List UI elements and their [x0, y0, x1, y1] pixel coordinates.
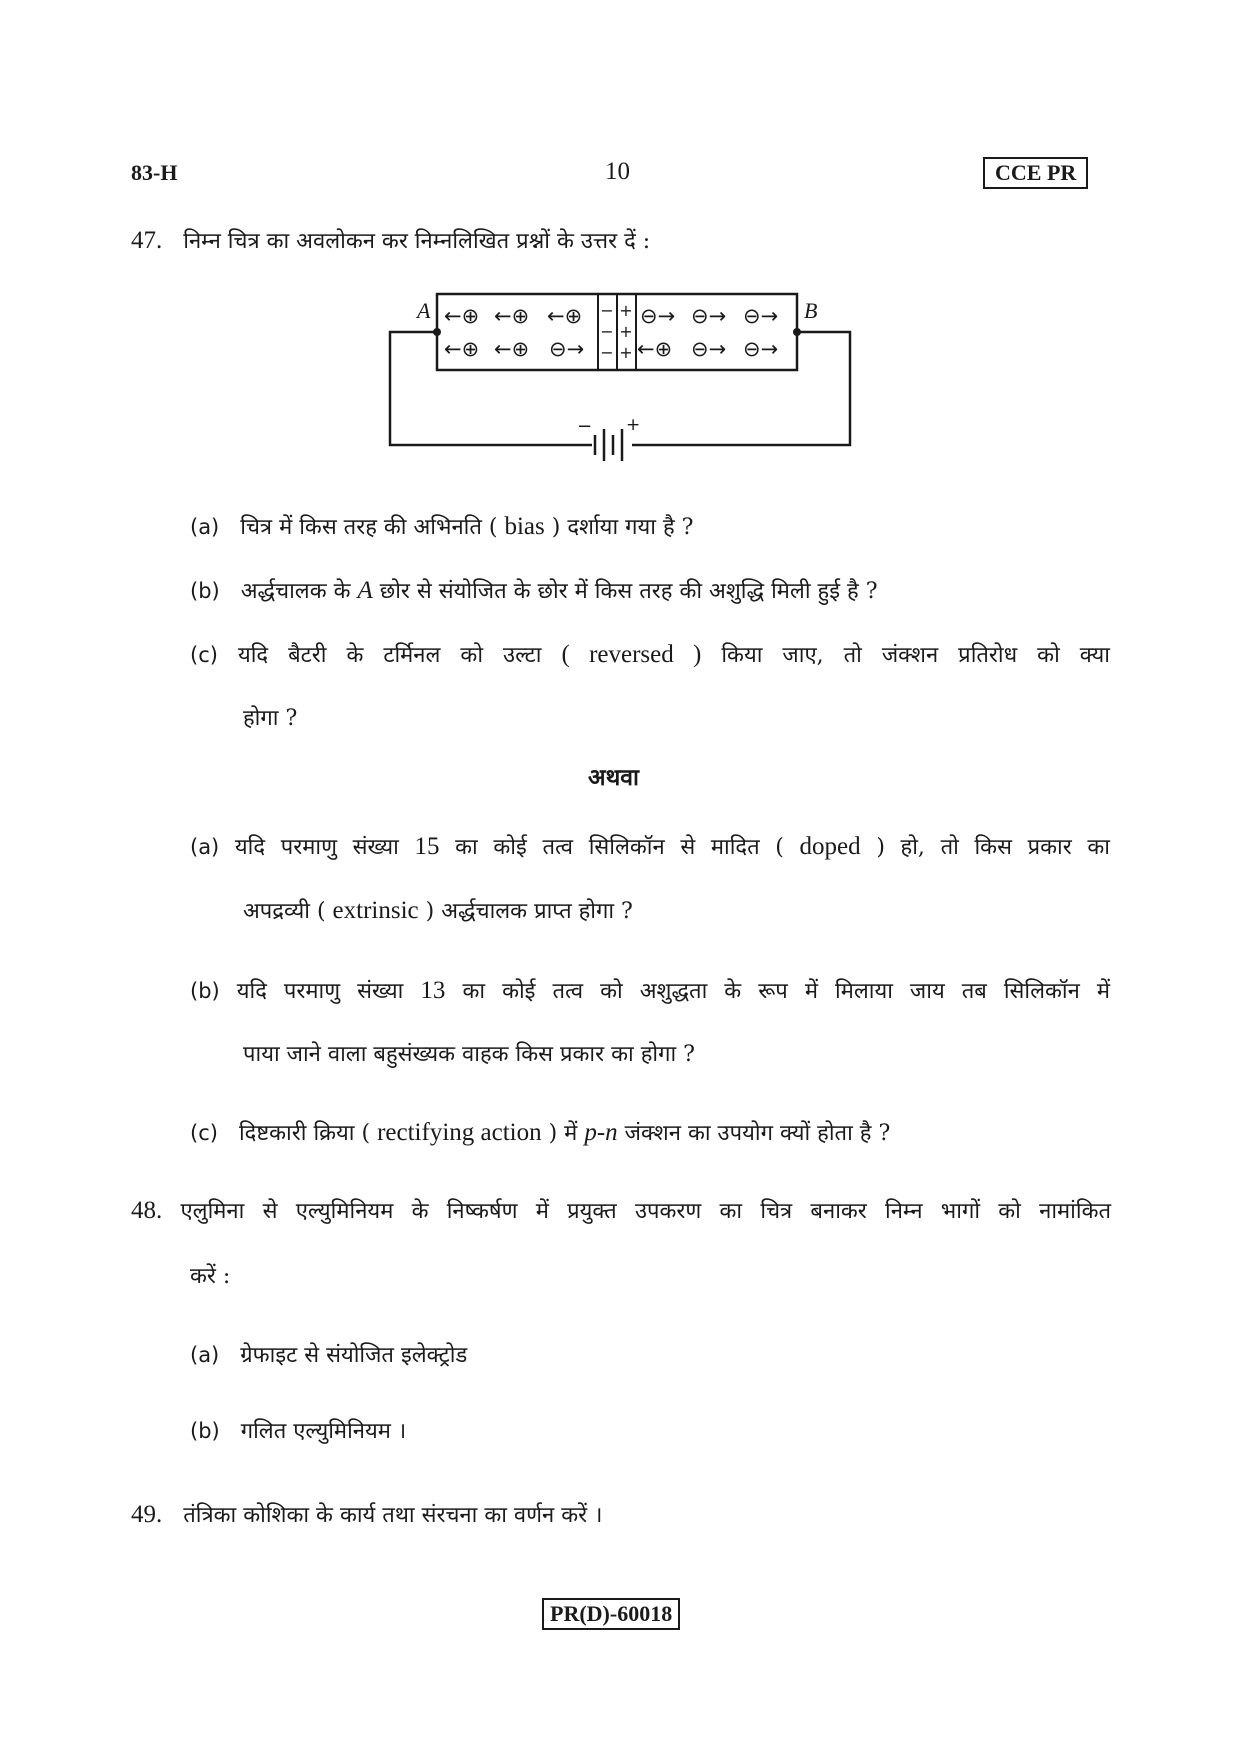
svg-text:←⊕: ←⊕	[494, 337, 530, 361]
svg-text:+: +	[619, 343, 633, 362]
svg-text:⊖→: ⊖→	[691, 304, 727, 328]
question-text: एलुमिना से एल्युमिनियम के निष्कर्षण में प्रयुक्त उपकरण का चित्र बनाकर निम्न भागों को नामांकित	[180, 1199, 1111, 1224]
svg-text:−: −	[600, 301, 614, 320]
question-text: निम्न चित्र का अवलोकन कर निम्नलिखित प्रश्नों के उत्तर दें :	[183, 229, 651, 254]
or-part-b-cont	[243, 1040, 695, 1070]
or-part-a	[190, 832, 1110, 863]
svg-text:←⊕: ←⊕	[494, 304, 530, 328]
part-label: (a)	[190, 835, 220, 859]
svg-text:−: −	[600, 343, 614, 362]
series-box: CCE PR	[983, 157, 1088, 189]
terminal-b-label: B	[804, 298, 818, 323]
text: पाया जाने वाला बहुसंख्यक वाहक किस प्रकार का होगा ?	[243, 1042, 695, 1067]
english-term: rectifying action	[377, 1119, 542, 1146]
english-term: ( reversed )	[561, 641, 702, 668]
question-48-cont	[190, 1262, 230, 1292]
or-part-c	[190, 1118, 890, 1149]
svg-text:⊖→: ⊖→	[640, 304, 676, 328]
text: गलित एल्युमिनियम ।	[240, 1419, 407, 1444]
text: छोर से संयोजित के छोर में किस तरह की अशुद्धि मिली हुई है ?	[379, 579, 878, 604]
text: ) दर्शाया गया है ?	[551, 515, 694, 540]
english-term: bias	[504, 513, 545, 540]
english-term: doped	[799, 833, 861, 860]
or-separator: अथवा	[588, 764, 640, 791]
variable: A	[357, 577, 373, 604]
q48-part-b	[190, 1416, 406, 1447]
text: चित्र में किस तरह की अभिनति (	[240, 515, 498, 540]
text: ) हो, तो किस प्रकार का	[876, 835, 1110, 860]
question-number: 49.	[131, 1501, 163, 1528]
page-number: 10	[605, 158, 630, 185]
text: यदि परमाणु संख्या	[236, 979, 404, 1004]
paper-code: 83-H	[131, 160, 178, 185]
text: ) अर्द्धचालक प्राप्त होगा ?	[425, 899, 633, 924]
part-label: (c)	[190, 643, 218, 667]
q47-part-a	[190, 512, 693, 543]
text: अपद्रव्यी (	[243, 899, 326, 924]
part-label: (b)	[190, 979, 220, 1003]
q47-part-c-cont	[243, 704, 297, 734]
text: यदि परमाणु संख्या	[234, 835, 399, 860]
atomic-number: 15	[414, 833, 440, 860]
terminal-a-label: A	[417, 298, 431, 323]
part-label: (c)	[190, 1121, 218, 1145]
text: ) में	[548, 1121, 578, 1146]
svg-text:←⊕: ←⊕	[547, 304, 583, 328]
svg-text:←⊕: ←⊕	[444, 337, 480, 361]
question-48	[131, 1196, 1111, 1227]
question-number: 47.	[131, 227, 163, 254]
footer-code: PR(D)-60018	[542, 1598, 680, 1630]
variable: p-n	[584, 1119, 618, 1146]
question-text: तंत्रिका कोशिका के कार्य तथा संरचना का वर्णन करें ।	[183, 1503, 603, 1528]
pn-junction-diagram	[380, 290, 870, 465]
text: अर्द्धचालक के	[240, 579, 351, 604]
svg-text:⊖→: ⊖→	[743, 304, 779, 328]
or-part-a-cont	[243, 896, 633, 927]
text: होगा ?	[243, 706, 298, 731]
part-label: (a)	[190, 515, 220, 539]
question-number: 48.	[131, 1197, 163, 1224]
atomic-number: 13	[420, 977, 446, 1004]
part-label: (b)	[190, 1419, 220, 1443]
battery-icon	[595, 429, 622, 461]
question-47	[131, 226, 650, 257]
svg-text:←⊕: ←⊕	[444, 304, 480, 328]
svg-text:⊖→: ⊖→	[549, 337, 585, 361]
svg-text:←⊕: ←⊕	[637, 337, 673, 361]
svg-text:+: +	[619, 301, 633, 320]
svg-text:⊖→: ⊖→	[691, 337, 727, 361]
svg-text:+: +	[626, 415, 641, 435]
question-text: करें :	[190, 1264, 231, 1289]
svg-text:⊖→: ⊖→	[743, 337, 779, 361]
text: ग्रेफाइट से संयोजित इलेक्ट्रोड	[240, 1343, 468, 1368]
text: जंक्शन का उपयोग क्यों होता है ?	[624, 1121, 891, 1146]
text: यदि बैटरी के टर्मिनल को उल्टा	[237, 643, 542, 668]
q47-part-c	[190, 640, 1110, 671]
text: दिष्टकारी क्रिया (	[238, 1121, 371, 1146]
q47-part-b	[190, 576, 877, 607]
q48-part-a	[190, 1340, 467, 1371]
english-term: extrinsic	[332, 897, 419, 924]
svg-text:−: −	[577, 416, 593, 437]
text: का कोई तत्व को अशुद्धता के रूप में मिलाया जाय तब सिलिकॉन में	[462, 979, 1111, 1004]
svg-text:−: −	[600, 322, 614, 341]
question-49	[131, 1500, 602, 1531]
or-part-b	[190, 976, 1110, 1007]
text: किया जाए, तो जंक्शन प्रतिरोध को क्या	[721, 643, 1110, 668]
text: का कोई तत्व सिलिकॉन से मादित (	[455, 835, 784, 860]
svg-text:+: +	[619, 322, 633, 341]
part-label: (b)	[190, 579, 220, 603]
part-label: (a)	[190, 1343, 220, 1367]
